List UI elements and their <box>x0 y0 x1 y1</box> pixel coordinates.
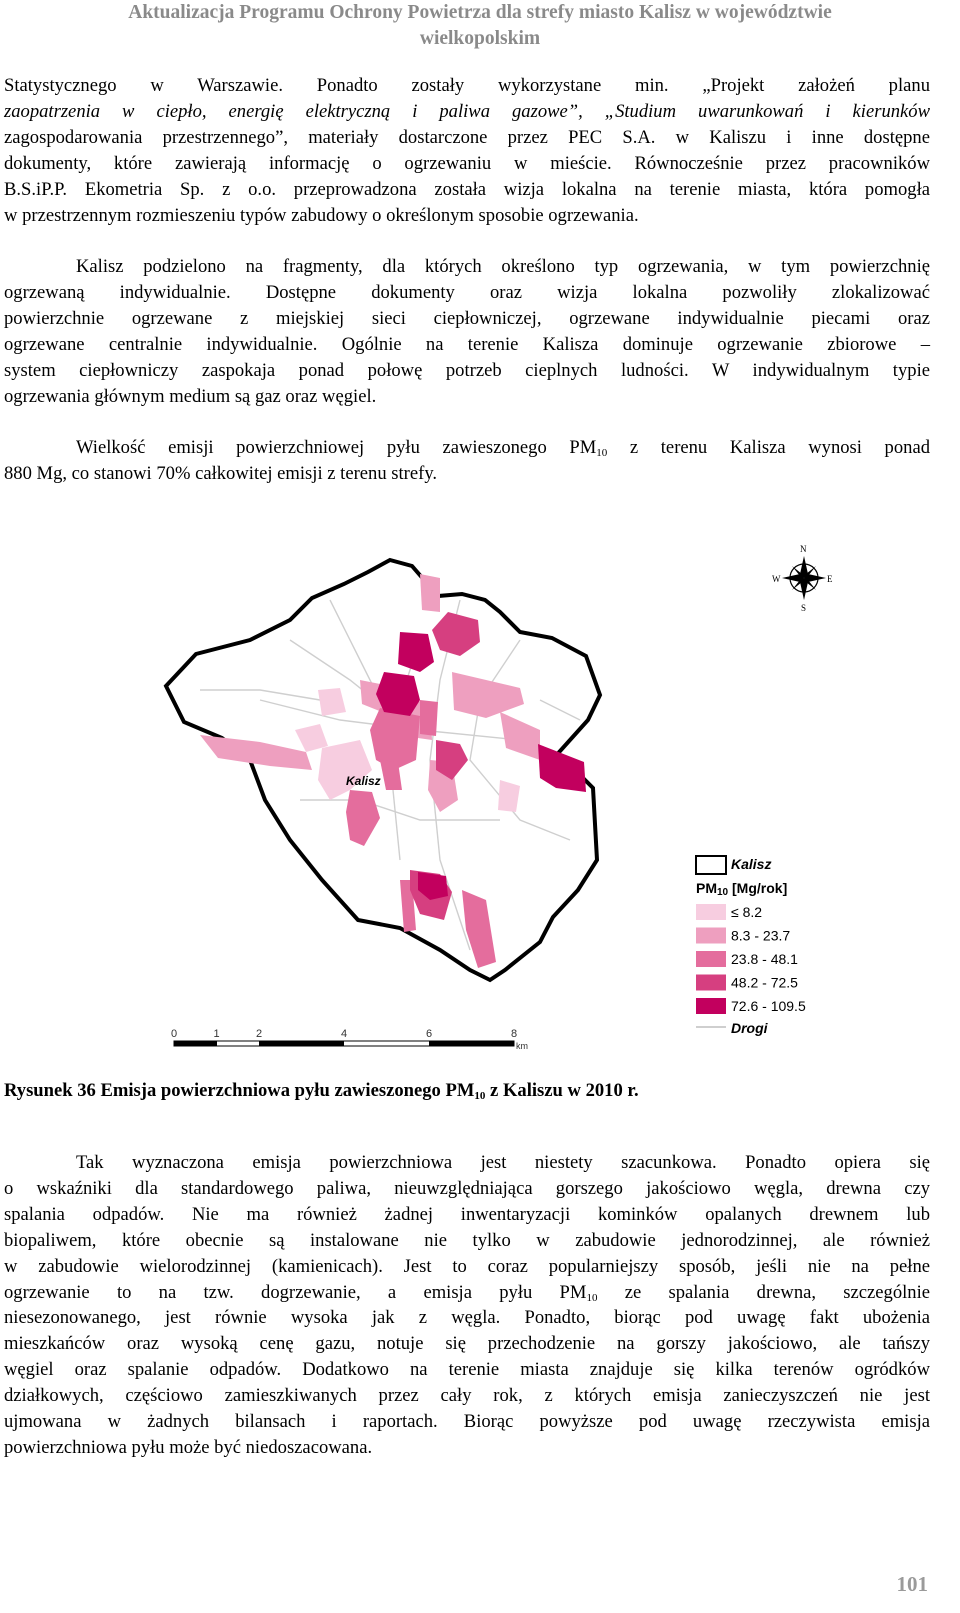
page-header <box>0 0 960 52</box>
caption-text-end: z Kaliszu w 2010 r. <box>485 1080 639 1101</box>
text-line: mieszkańców oraz wysoką cenę gazu, notuje się przechodzenie na gorszy jakościowo, ale tańszy <box>4 1333 930 1355</box>
zone-high <box>420 700 438 736</box>
compass-rose-icon <box>772 544 833 613</box>
legend-swatch <box>696 998 726 1014</box>
text-line: działkowych, częściowo zamieszkiwanych przez cały rok, z których emisja zanieczyszczeń nie jest <box>4 1385 930 1407</box>
scale-bar <box>171 1028 528 1051</box>
legend-class-label: 23.8 - 48.1 <box>731 951 798 967</box>
text-line: o wskaźniki dla standardowego paliwa, nieuwzględniająca gorszego jakościowo węgla, drewna czy <box>4 1177 930 1199</box>
legend-swatch <box>696 928 726 944</box>
map-legend <box>696 856 806 1036</box>
caption-text: Rysunek 36 Emisja powierzchniowa pyłu zawieszonego PM <box>4 1080 475 1101</box>
legend-swatch <box>696 904 726 920</box>
subscript: 10 <box>586 1291 598 1304</box>
legend-outline-label: Kalisz <box>731 856 772 872</box>
paragraph-estimate <box>4 1150 930 1461</box>
legend-swatch <box>696 975 726 991</box>
legend-pm-unit: [Mg/rok] <box>728 880 788 896</box>
text-line: B.S.iP.P. Ekometria Sp. z o.o. przeprowadzona została wizja lokalna na terenie miasta, która pomogła <box>4 178 930 200</box>
scale-tick-label: 2 <box>256 1028 263 1040</box>
text-line: Kalisz podzielono na fragmenty, dla których określono typ ogrzewania, w tym powierzchnię <box>76 256 930 277</box>
legend-pm-label: PM <box>696 880 717 896</box>
zone-high <box>370 708 420 770</box>
text-line: system ciepłowniczy zaspokaja ponad połowę potrzeb cieplnych ludności. W indywidualnym typie <box>4 359 930 381</box>
text-fragment: z terenu Kalisza wynosi ponad <box>607 437 930 458</box>
compass-e: E <box>827 574 833 584</box>
header-line-1: Aktualizacja Programu Ochrony Powietrza dla strefy miasto Kalisz w województwie <box>128 2 832 23</box>
zone-medium <box>420 574 440 612</box>
text-line: w przestrzennym rozmieszeniu typów zabudowy o określonym sposobie ogrzewania. <box>4 204 639 226</box>
text-line: ogrzewane centralnie indywidualnie. Ogólnie na terenie Kalisza dominuje ogrzewanie zbiorowe – <box>4 333 930 355</box>
text-fragment: Wielkość emisji powierzchniowej pyłu zawieszonego PM <box>76 437 597 458</box>
header-line-2: wielkopolskim <box>419 28 541 49</box>
legend-class-label: 48.2 - 72.5 <box>731 974 798 991</box>
text-line: powierzchnie ogrzewane z miejskiej sieci ciepłowniczej, ogrzewane indywidualnie piecami oraz <box>4 307 930 329</box>
scale-tick-label: 8 <box>511 1028 518 1040</box>
text-line: ogrzewaną indywidualnie. Dostępne dokumenty oraz wizja lokalna pozwoliły zlokalizować <box>4 281 930 303</box>
compass-s: S <box>801 603 807 613</box>
text-line <box>4 435 930 461</box>
compass-n: N <box>800 544 807 554</box>
text-line: ujmowana w żadnych bilansach i raportach. Biorąc powyższe pod uwagę rzeczywista emisja <box>4 1411 930 1433</box>
paragraph-sources <box>4 73 930 228</box>
city-map-label: Kalisz <box>346 774 381 788</box>
scale-ticks <box>171 1028 517 1040</box>
paragraph-heating <box>4 254 930 409</box>
scale-tick-label: 4 <box>341 1028 348 1040</box>
legend-class-label: ≤ 8.2 <box>731 904 763 920</box>
text-line: zagospodarowania przestrzennego”, materiały dostarczone przez PEC S.A. w Kaliszu i inne dostępne <box>4 126 930 148</box>
legend-classes <box>696 904 806 1014</box>
text-line: zaopatrzenia w ciepło, energię elektryczną i paliwa gazowe”, „Studium uwarunkowań i kierunków <box>4 100 930 122</box>
text-line: węgiel oraz spalanie odpadów. Dodatkowo na terenie miasta znajduje się kilka terenów ogródków <box>4 1359 930 1381</box>
scale-unit: km <box>516 1041 528 1051</box>
legend-outline-swatch <box>696 856 726 874</box>
page-number: 101 <box>896 1572 928 1596</box>
scale-tick-label: 0 <box>171 1028 178 1040</box>
legend-pm-sub: 10 <box>717 887 729 898</box>
text-line <box>4 1280 930 1306</box>
legend-class-label: 72.6 - 109.5 <box>731 998 806 1014</box>
legend-pm-title <box>696 880 787 898</box>
text-line: dokumenty, które zawierają informację o ogrzewaniu w mieście. Równocześnie przez pracowników <box>4 152 930 174</box>
subscript: 10 <box>596 447 608 459</box>
text-line: Tak wyznaczona emisja powierzchniowa jest niestety szacunkowa. Ponadto opiera się <box>76 1152 930 1173</box>
figure-caption <box>4 1080 639 1102</box>
caption-subscript: 10 <box>474 1090 486 1102</box>
legend-class-label: 8.3 - 23.7 <box>731 927 791 944</box>
text-line: niesezonowanego, jest równie wysoka jak z węgla. Ponadto, biorąc pod uwagę fakt ubożenia <box>4 1307 930 1329</box>
text-line: spalania odpadów. Nie ma również żadnej inwentaryzacji kominków opalanych drewnem lub <box>4 1203 930 1225</box>
scale-tick-label: 6 <box>426 1028 433 1040</box>
text-line: w zabudowie wielorodzinnej (kamienicach). Jest to coraz popularniejszy sposób, jeśli nie na pełne <box>4 1255 930 1277</box>
text-line: biopaliwem, które obecnie są instalowane nie tylko w zabudowie jednorodzinnej, ale również <box>4 1229 930 1251</box>
text-line: 880 Mg, co stanowi 70% całkowitej emisji z terenu strefy. <box>4 462 438 484</box>
text-line: ogrzewania głównym medium są gaz oraz węgiel. <box>4 385 377 407</box>
legend-swatch <box>696 951 726 967</box>
text-line: Statystycznego w Warszawie. Ponadto zostały wykorzystane min. „Projekt założeń planu <box>4 75 930 96</box>
paragraph-emission <box>4 435 930 487</box>
compass-w: W <box>772 574 781 584</box>
text-line: powierzchniowa pyłu może być niedoszacowana. <box>4 1436 373 1458</box>
emission-map-figure <box>0 530 960 1070</box>
scale-tick-label: 1 <box>213 1028 220 1040</box>
text-fragment: ze spalania drewna, szczególnie <box>597 1281 930 1303</box>
legend-roads-label: Drogi <box>731 1020 768 1036</box>
text-fragment: ogrzewanie to na tzw. dogrzewanie, a emisja pyłu PM <box>4 1281 587 1303</box>
